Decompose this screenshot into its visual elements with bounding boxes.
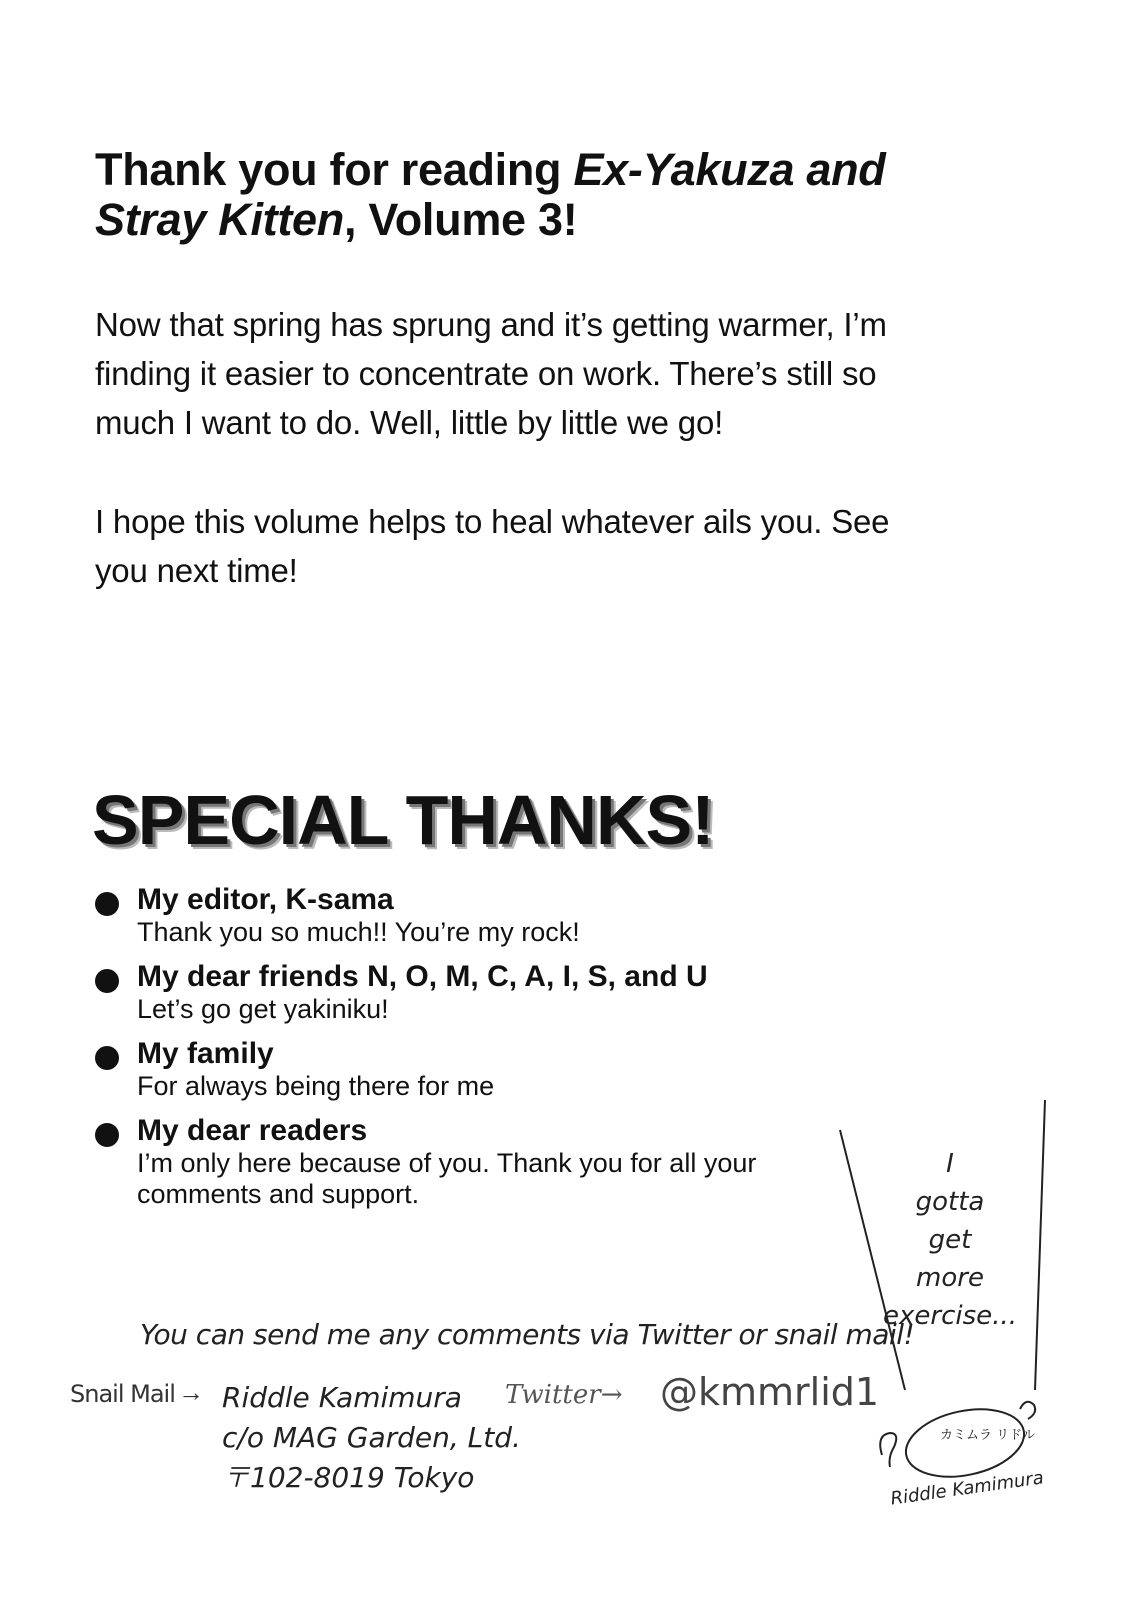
list-item <box>95 1037 855 1102</box>
note-line: get <box>928 1225 972 1255</box>
paragraph-hope: I hope this volume helps to heal whatever ails you. See you next time! <box>95 503 890 589</box>
twitter-label <box>505 1380 623 1410</box>
note-line: exercise... <box>883 1301 1017 1331</box>
bullet-icon <box>95 892 119 916</box>
thanks-message: Let’s go get yakiniku! <box>137 994 389 1024</box>
special-thanks-title: SPECIAL THANKS! <box>92 781 714 859</box>
address-line: 〒102-8019 Tokyo <box>222 1461 475 1494</box>
heading-text-end: , Volume 3! <box>343 194 578 245</box>
thanks-message: Thank you so much!! You’re my rock! <box>137 917 580 947</box>
thanks-name: My family <box>137 1037 274 1070</box>
signature-jp: カミムラ リドル <box>940 1428 1036 1443</box>
note-line: I <box>946 1149 954 1179</box>
note-line: more <box>916 1263 984 1293</box>
thanks-list <box>95 883 855 1222</box>
side-note <box>880 1145 1020 1335</box>
snail-mail-label: Snail Mail <box>70 1380 175 1408</box>
heading-text-start: Thank you for reading <box>95 144 574 195</box>
list-item <box>95 960 855 1025</box>
bullet-icon <box>95 1123 119 1147</box>
list-item <box>95 1114 855 1210</box>
address-line: c/o MAG Garden, Ltd. <box>222 1421 521 1454</box>
thanks-message: I’m only here because of you. Thank you for all your comments and support. <box>137 1148 757 1209</box>
comments-line: You can send me any comments via Twitter or snail mail! <box>140 1318 915 1351</box>
signature-name: Riddle Kamimura <box>889 1467 1045 1510</box>
note-line: gotta <box>915 1187 985 1217</box>
bullet-icon <box>95 969 119 993</box>
paragraph-spring: Now that spring has sprung and it’s getting warmer, I’m finding it easier to concentrate on work. There’s still so much I want to do. Well, little by little we go! <box>95 306 887 441</box>
list-item <box>95 883 855 948</box>
twitter-label-text: Twitter <box>505 1380 601 1410</box>
thanks-name: My editor, K-sama <box>137 883 394 916</box>
address-line: Riddle Kamimura <box>222 1381 462 1414</box>
bullet-icon <box>95 1046 119 1070</box>
page-heading <box>95 145 915 245</box>
thanks-message: For always being there for me <box>137 1071 495 1101</box>
manga-title: Ex-Yakuza and Stray Kitten <box>95 144 886 245</box>
arrow-right-icon: → <box>178 1377 204 1407</box>
twitter-handle: @kmmrlid1 <box>660 1370 880 1414</box>
thanks-name: My dear readers <box>137 1114 368 1147</box>
thanks-name: My dear friends N, O, M, C, A, I, S, and U <box>137 960 708 993</box>
arrow-right-icon: → <box>600 1380 623 1410</box>
